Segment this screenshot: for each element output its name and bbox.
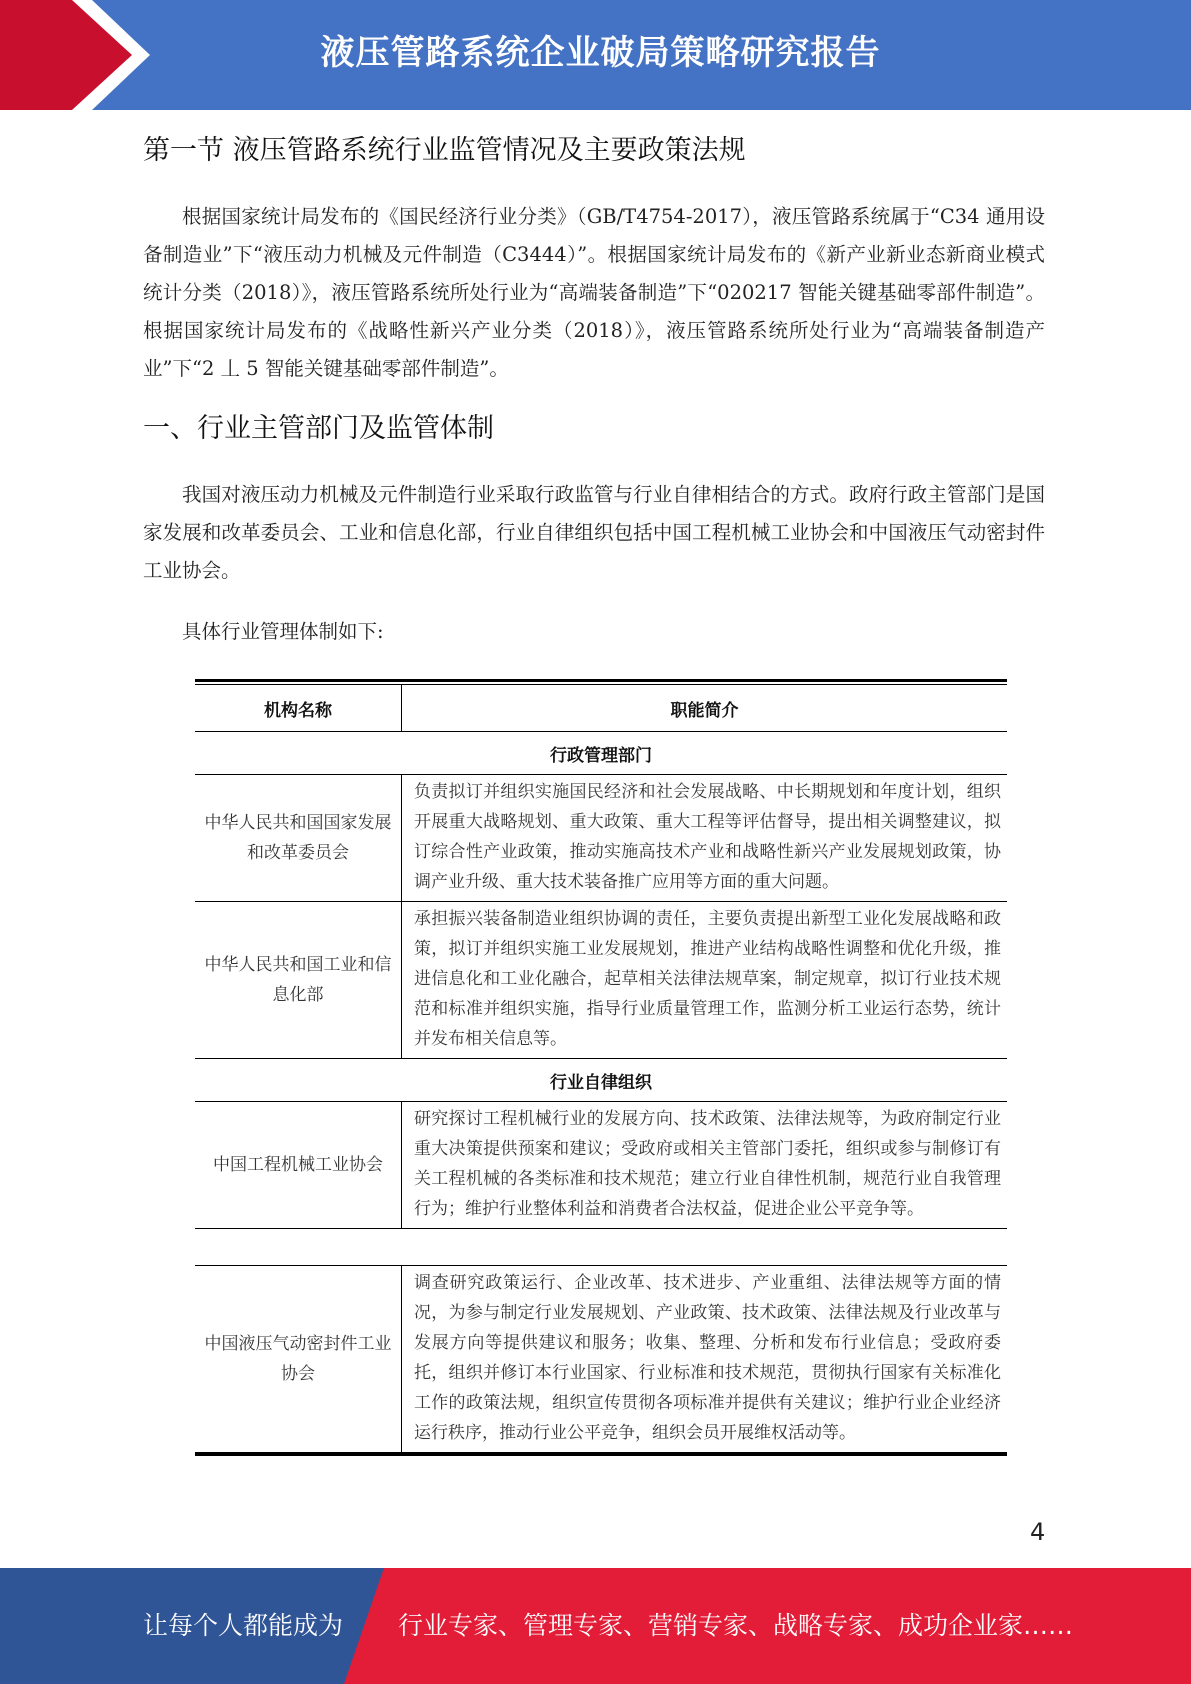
table-row	[195, 902, 1007, 1059]
page-header	[0, 0, 1191, 110]
org-desc: 调查研究政策运行、企业改革、技术进步、产业重组、法律法规等方面的情况，为参与制定行业发展规划、产业政策、技术政策、法律法规及行业改革与发展方向等提供建议和服务；收集、整理、分析和发布行业信息；受政府委托，组织并修订本行业国家、行业标准和技术规范，贯彻执行国家有关标准化工作的政策法规，组织宣传贯彻各项标准并提供有关建议；维护行业企业经济运行秩序，推动行业公平竞争，组织会员开展维权活动等。	[402, 1266, 1008, 1455]
table-row	[195, 1266, 1007, 1455]
report-title: 液压管路系统企业破局策略研究报告	[320, 33, 881, 73]
regulation-paragraph: 我国对液压动力机械及元件制造行业采取行政监管与行业自律相结合的方式。政府行政主管部门是国家发展和改革委员会、工业和信息化部，行业自律组织包括中国工程机械工业协会和中国液压气动密封件工业协会。	[143, 483, 1045, 582]
category-row	[195, 1059, 1007, 1102]
org-desc: 承担振兴装备制造业组织协调的责任，主要负责提出新型工业化发展战略和政策，拟订并组织实施工业发展规划，推进产业结构战略性调整和优化升级，推进信息化和工业化融合，起草相关法律法规草案，制定规章，拟订行业技术规范和标准并组织实施，指导行业质量管理工作，监测分析工业运行态势，统计并发布相关信息等。	[402, 902, 1008, 1059]
org-desc: 负责拟订并组织实施国民经济和社会发展战略、中长期规划和年度计划，组织开展重大战略规划、重大政策、重大工程等评估督导，提出相关调整建议，拟订综合性产业政策，推动实施高技术产业和战略性新兴产业发展规划政策，协调产业升级、重大技术装备推广应用等方面的重大问题。	[402, 775, 1008, 902]
table-intro: 具体行业管理体制如下:	[182, 620, 384, 643]
org-name: 中国液压气动密封件工业协会	[195, 1266, 402, 1455]
org-name: 中华人民共和国国家发展和改革委员会	[195, 775, 402, 902]
category-selfreg: 行业自律组织	[195, 1059, 1007, 1102]
footer-slogan-left: 让每个人都能成为	[143, 1611, 344, 1640]
header-org-name: 机构名称	[195, 685, 402, 732]
org-name: 中国工程机械工业协会	[195, 1102, 402, 1229]
footer-slogan-right: 行业专家、管理专家、营销专家、战略专家、成功企业家……	[398, 1611, 1074, 1640]
subsection-title: 一、行业主管部门及监管体制	[143, 413, 494, 444]
section-title: 第一节 液压管路系统行业监管情况及主要政策法规	[143, 135, 746, 166]
category-row	[195, 732, 1007, 775]
page-footer	[0, 1568, 1191, 1684]
table-gap-row	[195, 1229, 1007, 1266]
management-table	[195, 679, 1007, 1456]
gap-cell	[195, 1229, 1007, 1266]
org-name: 中华人民共和国工业和信息化部	[195, 902, 402, 1059]
org-desc: 研究探讨工程机械行业的发展方向、技术政策、法律法规等，为政府制定行业重大决策提供预案和建议；受政府或相关主管部门委托，组织或参与制修订有关工程机械的各类标准和技术规范；建立行业自律性机制，规范行业自我管理行为；维护行业整体利益和消费者合法权益，促进企业公平竞争等。	[402, 1102, 1008, 1229]
category-admin: 行政管理部门	[195, 732, 1007, 775]
header-function: 职能简介	[402, 685, 1008, 732]
intro-paragraph: 根据国家统计局发布的《国民经济行业分类》（GB/T4754-2017），液压管路系统属于“C34 通用设备制造业”下“液压动力机械及元件制造（C3444）”。根据国家统计局发布的《新产业新业态新商业模式统计分类（2018）》，液压管路系统所处行业为“高端装备制造”下“020217 智能关键基础零部件制造”。根据国家统计局发布的《战略性新兴产业分类（2018）》，液压管路系统所处行业为“高端装备制造产业”下“2 丄 5 智能关键基础零部件制造”。	[143, 205, 1045, 380]
table-row	[195, 1102, 1007, 1229]
table-header-row	[195, 685, 1007, 732]
page-number: 4	[1030, 1518, 1046, 1546]
table-row	[195, 775, 1007, 902]
